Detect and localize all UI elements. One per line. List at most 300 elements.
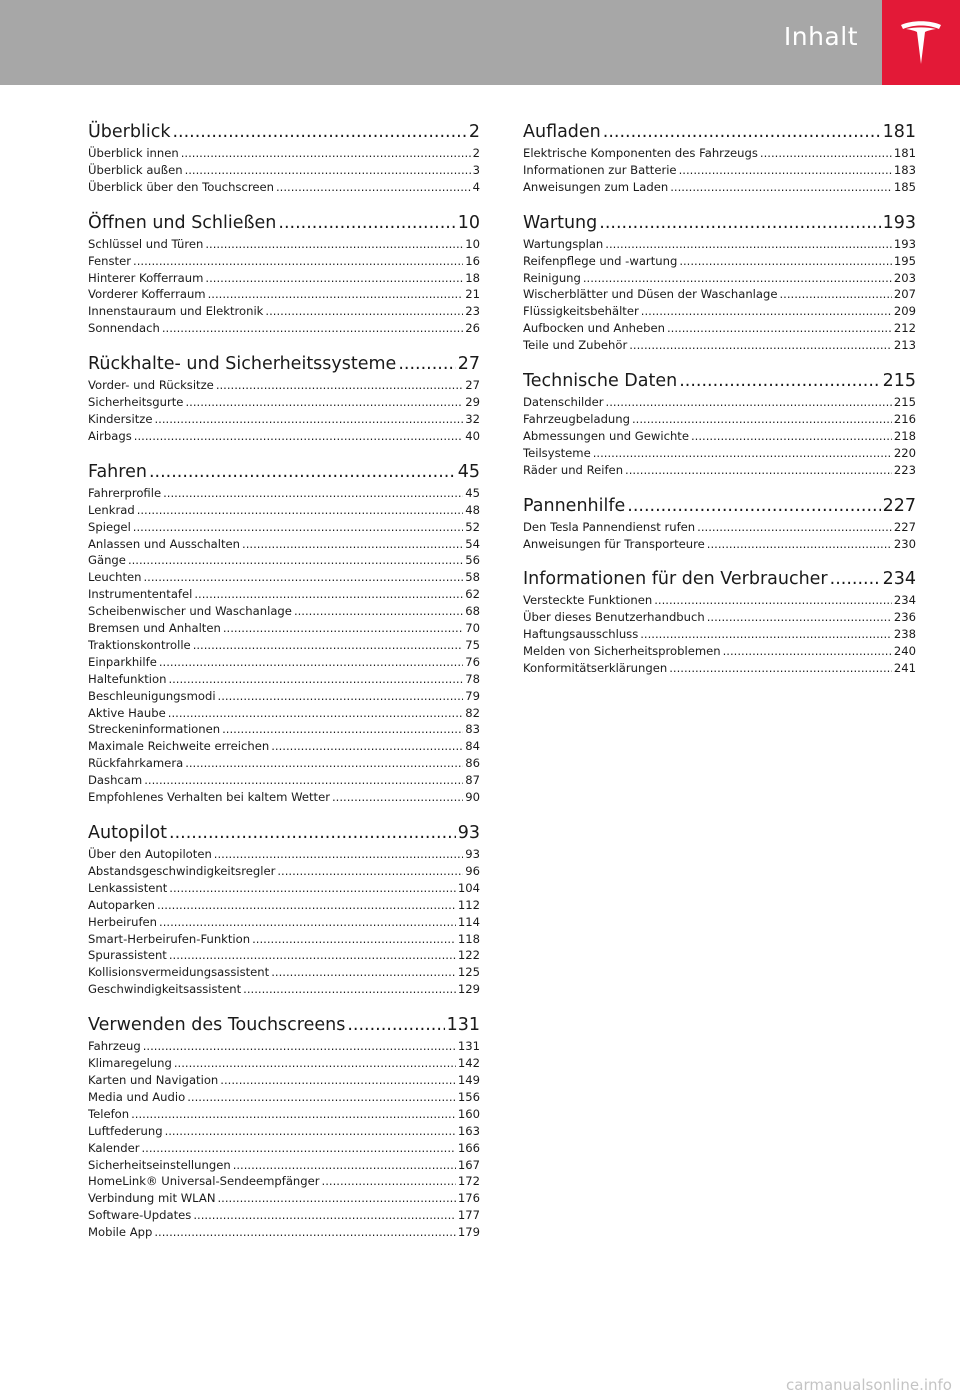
entry-title: Elektrische Komponenten des Fahrzeugs <box>523 146 758 160</box>
toc-entry[interactable] <box>88 637 480 654</box>
entry-page: 48 <box>465 502 480 517</box>
dot-leader <box>625 462 892 479</box>
entry-page: 82 <box>465 705 480 720</box>
toc-left-column <box>88 119 480 1255</box>
toc-entry[interactable] <box>523 286 916 303</box>
entry-title: Über den Autopiloten <box>88 847 212 861</box>
dot-leader <box>654 592 892 609</box>
dot-leader <box>218 688 464 705</box>
entry-page: 195 <box>893 253 916 268</box>
toc-entry[interactable] <box>523 519 916 536</box>
entry-title: Melden von Sicherheitsproblemen <box>523 644 721 659</box>
entry-page: 45 <box>465 485 480 500</box>
entry-title: Haftungsausschluss <box>523 627 639 642</box>
toc-entry[interactable] <box>88 586 480 603</box>
dot-leader <box>205 236 463 253</box>
entry-page: 212 <box>893 321 916 336</box>
dot-leader <box>583 270 892 287</box>
entry-page: 2 <box>472 146 480 160</box>
entry-page: 216 <box>893 411 916 426</box>
toc-entry[interactable] <box>88 1072 480 1089</box>
entry-title: Beschleunigungsmodi <box>88 688 216 703</box>
dot-leader <box>670 179 892 196</box>
toc-section <box>88 210 480 337</box>
entry-page: 236 <box>893 610 916 625</box>
toc-entry[interactable] <box>88 1173 480 1190</box>
entry-title: Anweisungen für Transporteure <box>523 536 705 551</box>
entry-title: Traktionskontrolle <box>88 637 191 652</box>
entry-page: 240 <box>893 644 916 659</box>
entry-page: 70 <box>465 621 480 636</box>
entry-page: 156 <box>457 1089 480 1104</box>
entry-page: 166 <box>457 1140 480 1155</box>
entry-title: Verbindung mit WLAN <box>88 1191 216 1206</box>
entry-page: 215 <box>893 395 916 410</box>
dot-leader <box>154 1224 455 1241</box>
entry-page: 75 <box>465 637 480 652</box>
toc-entry[interactable] <box>88 721 480 738</box>
toc-entry[interactable] <box>88 981 480 998</box>
dot-leader <box>214 846 463 863</box>
dot-leader <box>760 145 892 162</box>
section-page: 234 <box>882 569 916 590</box>
dot-leader <box>603 119 881 145</box>
dot-leader <box>322 1173 456 1190</box>
entry-page: 234 <box>893 593 916 608</box>
toc-entry[interactable] <box>88 1190 480 1207</box>
dot-leader <box>133 253 463 270</box>
dot-leader <box>347 1012 444 1038</box>
section-page: 181 <box>882 122 916 142</box>
toc-entry[interactable] <box>88 947 480 964</box>
toc-entry[interactable] <box>88 880 480 897</box>
toc-entry[interactable] <box>88 964 480 981</box>
dot-leader <box>131 1106 456 1123</box>
toc-entry[interactable] <box>523 445 916 462</box>
toc-entry[interactable] <box>88 569 480 586</box>
entry-page: 218 <box>893 428 916 443</box>
toc-section-heading[interactable] <box>88 210 480 236</box>
toc-section <box>523 368 916 479</box>
entry-page: 227 <box>893 519 916 534</box>
entry-page: 118 <box>457 931 480 946</box>
entry-title: Konformitätserklärungen <box>523 661 668 676</box>
toc-entry[interactable] <box>523 626 916 643</box>
toc-entry[interactable] <box>523 660 916 677</box>
entry-title: Kollisionsvermeidungsassistent <box>88 965 270 980</box>
toc-entry[interactable] <box>88 485 480 502</box>
toc-section-heading[interactable] <box>523 493 916 519</box>
dot-leader <box>208 286 464 303</box>
toc-entry[interactable] <box>88 1123 480 1140</box>
dot-leader <box>163 485 463 502</box>
entry-page: 96 <box>465 863 480 878</box>
dot-leader <box>216 377 463 394</box>
entry-page: 26 <box>465 321 480 336</box>
toc-entry[interactable] <box>88 863 480 880</box>
dot-leader <box>640 626 892 643</box>
section-page: 131 <box>446 1015 480 1036</box>
toc-entry[interactable] <box>523 337 916 354</box>
entry-page: 112 <box>457 897 480 912</box>
toc-entry[interactable] <box>88 303 480 320</box>
entry-title: Abmessungen und Gewichte <box>523 428 689 443</box>
dot-leader <box>159 654 463 671</box>
toc-entry[interactable] <box>88 688 480 705</box>
toc-entry[interactable] <box>88 179 480 196</box>
dot-leader <box>168 671 463 688</box>
toc-right-column <box>523 119 916 691</box>
dot-leader <box>830 566 881 592</box>
toc-entry[interactable] <box>523 162 916 179</box>
dot-leader <box>154 411 463 428</box>
dot-leader <box>669 660 892 677</box>
entry-page: 21 <box>465 287 480 302</box>
entry-page: 149 <box>457 1072 480 1087</box>
dot-leader <box>169 947 456 964</box>
entry-title: Überblick außen <box>88 162 183 177</box>
entry-page: 4 <box>472 179 480 194</box>
dot-leader <box>169 820 456 846</box>
toc-section-heading[interactable] <box>88 820 480 846</box>
toc-entry[interactable] <box>523 270 916 287</box>
entry-title: Über dieses Benutzerhandbuch <box>523 610 705 625</box>
toc-section <box>523 493 916 553</box>
toc-section-heading[interactable] <box>523 368 916 394</box>
entry-title: Räder und Reifen <box>523 462 624 477</box>
dot-leader <box>707 536 892 553</box>
entry-title: Smart-Herbeirufen-Funktion <box>88 931 251 946</box>
entry-title: Einparkhilfe <box>88 654 157 669</box>
dot-leader <box>606 394 892 411</box>
toc-entry[interactable] <box>88 162 480 179</box>
dot-leader <box>165 1123 456 1140</box>
dot-leader <box>679 162 892 179</box>
toc-entry[interactable] <box>88 1055 480 1072</box>
entry-page: 10 <box>465 236 480 251</box>
toc-entry[interactable] <box>523 536 916 553</box>
dot-leader <box>133 519 463 536</box>
toc-entry[interactable] <box>88 536 480 553</box>
entry-title: Fahrzeugbeladung <box>523 411 630 426</box>
entry-page: 40 <box>465 428 480 443</box>
dot-leader <box>222 721 463 738</box>
toc-entry[interactable] <box>88 1224 480 1241</box>
toc-entry[interactable] <box>88 320 480 337</box>
toc-entry[interactable] <box>88 603 480 620</box>
entry-title: HomeLink® Universal-Sendeempfänger <box>88 1174 320 1189</box>
toc-section-heading[interactable] <box>523 566 916 592</box>
dot-leader <box>220 1072 456 1089</box>
dot-leader <box>243 981 456 998</box>
toc-entry[interactable] <box>88 377 480 394</box>
entry-page: 56 <box>465 553 480 568</box>
watermark: carmanualsonline.info <box>786 1376 952 1394</box>
section-page: 2 <box>468 122 480 142</box>
toc-entry[interactable] <box>88 705 480 722</box>
toc-entry[interactable] <box>88 914 480 931</box>
toc-entry[interactable] <box>88 772 480 789</box>
toc-entry[interactable] <box>523 236 916 253</box>
toc-entry[interactable] <box>88 1157 480 1174</box>
entry-page: 23 <box>465 304 480 319</box>
dot-leader <box>332 789 463 806</box>
dot-leader <box>185 755 463 772</box>
entry-page: 104 <box>457 880 480 895</box>
entry-page: 160 <box>457 1106 480 1121</box>
section-title: Autopilot <box>88 823 168 843</box>
entry-page: 79 <box>465 688 480 703</box>
toc-entry[interactable] <box>88 286 480 303</box>
dot-leader <box>168 705 463 722</box>
toc-section-heading[interactable] <box>88 459 480 485</box>
entry-title: Telefon <box>88 1106 130 1121</box>
section-title: Verwenden des Touchscreens <box>88 1015 346 1036</box>
entry-page: 3 <box>472 162 480 177</box>
entry-page: 129 <box>457 982 480 997</box>
entry-title: Herbeirufen <box>88 914 158 929</box>
dot-leader <box>181 145 471 162</box>
entry-page: 54 <box>465 536 480 551</box>
toc-entry[interactable] <box>88 1089 480 1106</box>
dot-leader <box>697 519 892 536</box>
toc-entry[interactable] <box>88 931 480 948</box>
section-title: Informationen für den Verbraucher <box>523 569 828 590</box>
entry-page: 167 <box>457 1157 480 1172</box>
entry-title: Kindersitze <box>88 411 153 426</box>
toc-entry[interactable] <box>88 789 480 806</box>
toc-entry[interactable] <box>88 1140 480 1157</box>
dot-leader <box>679 368 880 394</box>
dot-leader <box>632 411 892 428</box>
entry-page: 181 <box>893 146 916 160</box>
entry-title: Geschwindigkeitsassistent <box>88 982 242 997</box>
dot-leader <box>233 1157 456 1174</box>
entry-page: 220 <box>893 445 916 460</box>
entry-page: 52 <box>465 519 480 534</box>
entry-title: Vorder- und Rücksitze <box>88 378 214 393</box>
toc-entry[interactable] <box>523 394 916 411</box>
toc-section-heading[interactable] <box>88 1012 480 1038</box>
toc-entry[interactable] <box>88 519 480 536</box>
entry-page: 114 <box>457 914 480 929</box>
dot-leader <box>691 428 892 445</box>
entry-title: Fahrzeug <box>88 1039 141 1054</box>
section-title: Rückhalte- und Sicherheitssysteme <box>88 354 397 375</box>
entry-title: Streckeninformationen <box>88 722 221 737</box>
entry-title: Klimaregelung <box>88 1056 172 1071</box>
entry-page: 213 <box>893 338 916 353</box>
toc-section <box>88 1012 480 1241</box>
entry-title: Hinterer Kofferraum <box>88 270 204 285</box>
entry-title: Versteckte Funktionen <box>523 593 653 608</box>
section-title: Technische Daten <box>523 371 678 392</box>
entry-page: 172 <box>457 1174 480 1189</box>
entry-title: Sicherheitsgurte <box>88 395 184 410</box>
toc-entry[interactable] <box>523 428 916 445</box>
toc-entry[interactable] <box>88 738 480 755</box>
toc-entry[interactable] <box>88 428 480 445</box>
entry-page: 86 <box>465 756 480 771</box>
section-title: Aufladen <box>523 122 601 142</box>
section-page: 10 <box>457 212 480 233</box>
dot-leader <box>141 1140 455 1157</box>
entry-page: 18 <box>465 270 480 285</box>
toc-section <box>88 351 480 445</box>
dot-leader <box>169 880 456 897</box>
entry-title: Kalender <box>88 1140 140 1155</box>
dot-leader <box>193 1207 456 1224</box>
dot-leader <box>218 1190 456 1207</box>
entry-title: Flüssigkeitsbehälter <box>523 304 639 319</box>
entry-page: 68 <box>465 604 480 619</box>
entry-title: Anlassen und Ausschalten <box>88 536 241 551</box>
entry-title: Autoparken <box>88 897 155 912</box>
entry-page: 93 <box>465 847 480 861</box>
entry-page: 238 <box>893 627 916 642</box>
entry-title: Spurassistent <box>88 948 167 963</box>
entry-title: Software-Updates <box>88 1208 192 1223</box>
entry-title: Überblick über den Touchscreen <box>88 179 274 194</box>
toc-entry[interactable] <box>88 552 480 569</box>
toc-section <box>523 566 916 677</box>
toc-entry[interactable] <box>88 1106 480 1123</box>
toc-entry[interactable] <box>88 270 480 287</box>
entry-title: Maximale Reichweite erreichen <box>88 739 270 754</box>
dot-leader <box>159 914 456 931</box>
dot-leader <box>144 569 464 586</box>
toc-entry[interactable] <box>88 671 480 688</box>
entry-page: 230 <box>893 536 916 551</box>
entry-title: Haltefunktion <box>88 671 167 686</box>
toc-section <box>88 820 480 998</box>
toc-entry[interactable] <box>523 609 916 626</box>
entry-page: 16 <box>465 253 480 268</box>
entry-page: 122 <box>457 948 480 963</box>
dot-leader <box>276 179 471 196</box>
toc-entry[interactable] <box>88 654 480 671</box>
entry-page: 241 <box>893 661 916 676</box>
dot-leader <box>641 303 892 320</box>
entry-page: 163 <box>457 1123 480 1138</box>
toc-entry[interactable] <box>523 411 916 428</box>
toc-section-heading[interactable] <box>523 119 916 145</box>
entry-title: Spiegel <box>88 519 131 534</box>
dot-leader <box>223 620 463 637</box>
toc-section <box>523 119 916 196</box>
entry-page: 32 <box>465 411 480 426</box>
entry-title: Lenkrad <box>88 502 135 517</box>
toc-entry[interactable] <box>88 253 480 270</box>
toc-entry[interactable] <box>523 253 916 270</box>
section-title: Wartung <box>523 212 598 233</box>
dot-leader <box>271 964 456 981</box>
entry-title: Bremsen und Anhalten <box>88 621 221 636</box>
toc-section-heading[interactable] <box>523 210 916 236</box>
section-page: 215 <box>882 371 916 392</box>
section-page: 193 <box>882 212 916 233</box>
toc-entry[interactable] <box>88 1207 480 1224</box>
dot-leader <box>271 738 463 755</box>
entry-page: 203 <box>893 270 916 285</box>
toc-entry[interactable] <box>523 179 916 196</box>
toc-section-heading[interactable] <box>88 119 480 145</box>
dot-leader <box>599 210 880 236</box>
entry-title: Reinigung <box>523 270 581 285</box>
toc-entry[interactable] <box>88 145 480 162</box>
entry-page: 223 <box>893 462 916 477</box>
toc-entry[interactable] <box>523 643 916 660</box>
toc-entry[interactable] <box>523 462 916 479</box>
entry-title: Empfohlenes Verhalten bei kaltem Wetter <box>88 790 330 805</box>
entry-page: 84 <box>465 739 480 754</box>
entry-title: Dashcam <box>88 773 143 788</box>
entry-title: Leuchten <box>88 570 142 585</box>
entry-page: 207 <box>893 287 916 302</box>
dot-leader <box>149 459 456 485</box>
toc-entry[interactable] <box>88 394 480 411</box>
section-title: Pannenhilfe <box>523 495 626 516</box>
entry-title: Mobile App <box>88 1225 153 1240</box>
toc-entry[interactable] <box>88 897 480 914</box>
section-page: 93 <box>457 823 480 843</box>
toc-section <box>88 119 480 196</box>
dot-leader <box>294 603 463 620</box>
entry-page: 27 <box>465 378 480 393</box>
entry-title: Vorderer Kofferraum <box>88 287 206 302</box>
entry-title: Airbags <box>88 428 132 443</box>
entry-page: 29 <box>465 395 480 410</box>
tesla-logo-icon <box>899 18 943 68</box>
toc-entry[interactable] <box>523 145 916 162</box>
dot-leader <box>707 609 892 626</box>
section-title: Fahren <box>88 461 147 482</box>
entry-page: 193 <box>893 236 916 251</box>
entry-page: 183 <box>893 162 916 177</box>
entry-title: Karten und Navigation <box>88 1072 219 1087</box>
toc-entry[interactable] <box>88 1038 480 1055</box>
entry-title: Informationen zur Batterie <box>523 162 677 177</box>
dot-leader <box>187 1089 456 1106</box>
entry-page: 177 <box>457 1208 480 1223</box>
entry-title: Scheibenwischer und Waschanlage <box>88 604 292 619</box>
entry-title: Instrumententafel <box>88 587 193 602</box>
entry-title: Überblick innen <box>88 146 179 160</box>
entry-title: Innenstauraum und Elektronik <box>88 304 264 319</box>
entry-title: Datenschilder <box>523 395 604 410</box>
dot-leader <box>128 552 463 569</box>
entry-page: 176 <box>457 1191 480 1206</box>
toc-section <box>523 210 916 354</box>
toc-section-heading[interactable] <box>88 351 480 377</box>
toc-entry[interactable] <box>88 502 480 519</box>
dot-leader <box>143 1038 456 1055</box>
toc-entry[interactable] <box>88 846 480 863</box>
toc-entry[interactable] <box>88 411 480 428</box>
toc-entry[interactable] <box>88 620 480 637</box>
toc-entry[interactable] <box>523 592 916 609</box>
dot-leader <box>144 772 463 789</box>
toc-entry[interactable] <box>523 320 916 337</box>
dot-leader <box>593 445 892 462</box>
dot-leader <box>605 236 892 253</box>
toc-entry[interactable] <box>88 755 480 772</box>
toc-entry[interactable] <box>88 236 480 253</box>
toc-entry[interactable] <box>523 303 916 320</box>
entry-title: Aktive Haube <box>88 705 166 720</box>
section-page: 227 <box>882 495 916 516</box>
dot-leader <box>627 493 880 519</box>
